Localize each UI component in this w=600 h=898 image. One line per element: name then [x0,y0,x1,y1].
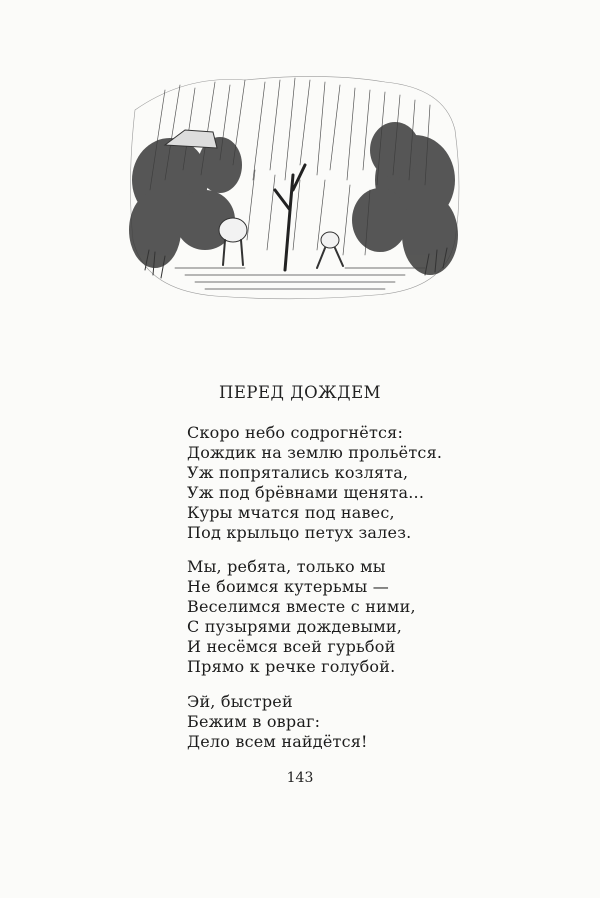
poem-line: Прямо к речке голубой. [187,657,396,676]
stanza-1 [187,423,442,543]
poem-line: Дождик на землю прольётся. [187,443,443,462]
stanza-3 [187,692,368,752]
poem-line: И несёмся всей гурьбой [187,637,396,656]
rain-scene-illustration [125,70,465,305]
poem-title: ПЕРЕД ДОЖДЕМ [218,383,382,402]
poem-line: Мы, ребята, только мы [187,557,386,576]
poem-line: Дело всем найдётся! [187,732,368,751]
poem-line: Под крыльцо петух залез. [187,523,412,542]
poem-line: Скоро небо содрогнётся: [187,423,404,442]
poem-line: Уж попрятались козлята, [187,463,409,482]
poem-line: Бежим в овраг: [187,712,321,731]
stanza-2 [187,557,416,677]
poem-line: Не боимся кутерьмы — [187,577,389,596]
poem-line: Эй, быстрей [187,692,293,711]
page-number: 143 [286,770,314,786]
poem-line: Куры мчатся под навес, [187,503,395,522]
poem-line: Уж под брёвнами щенята... [187,483,425,502]
poem-line: С пузырями дождевыми, [187,617,403,636]
poem-line: Веселимся вместе с ними, [187,597,416,616]
